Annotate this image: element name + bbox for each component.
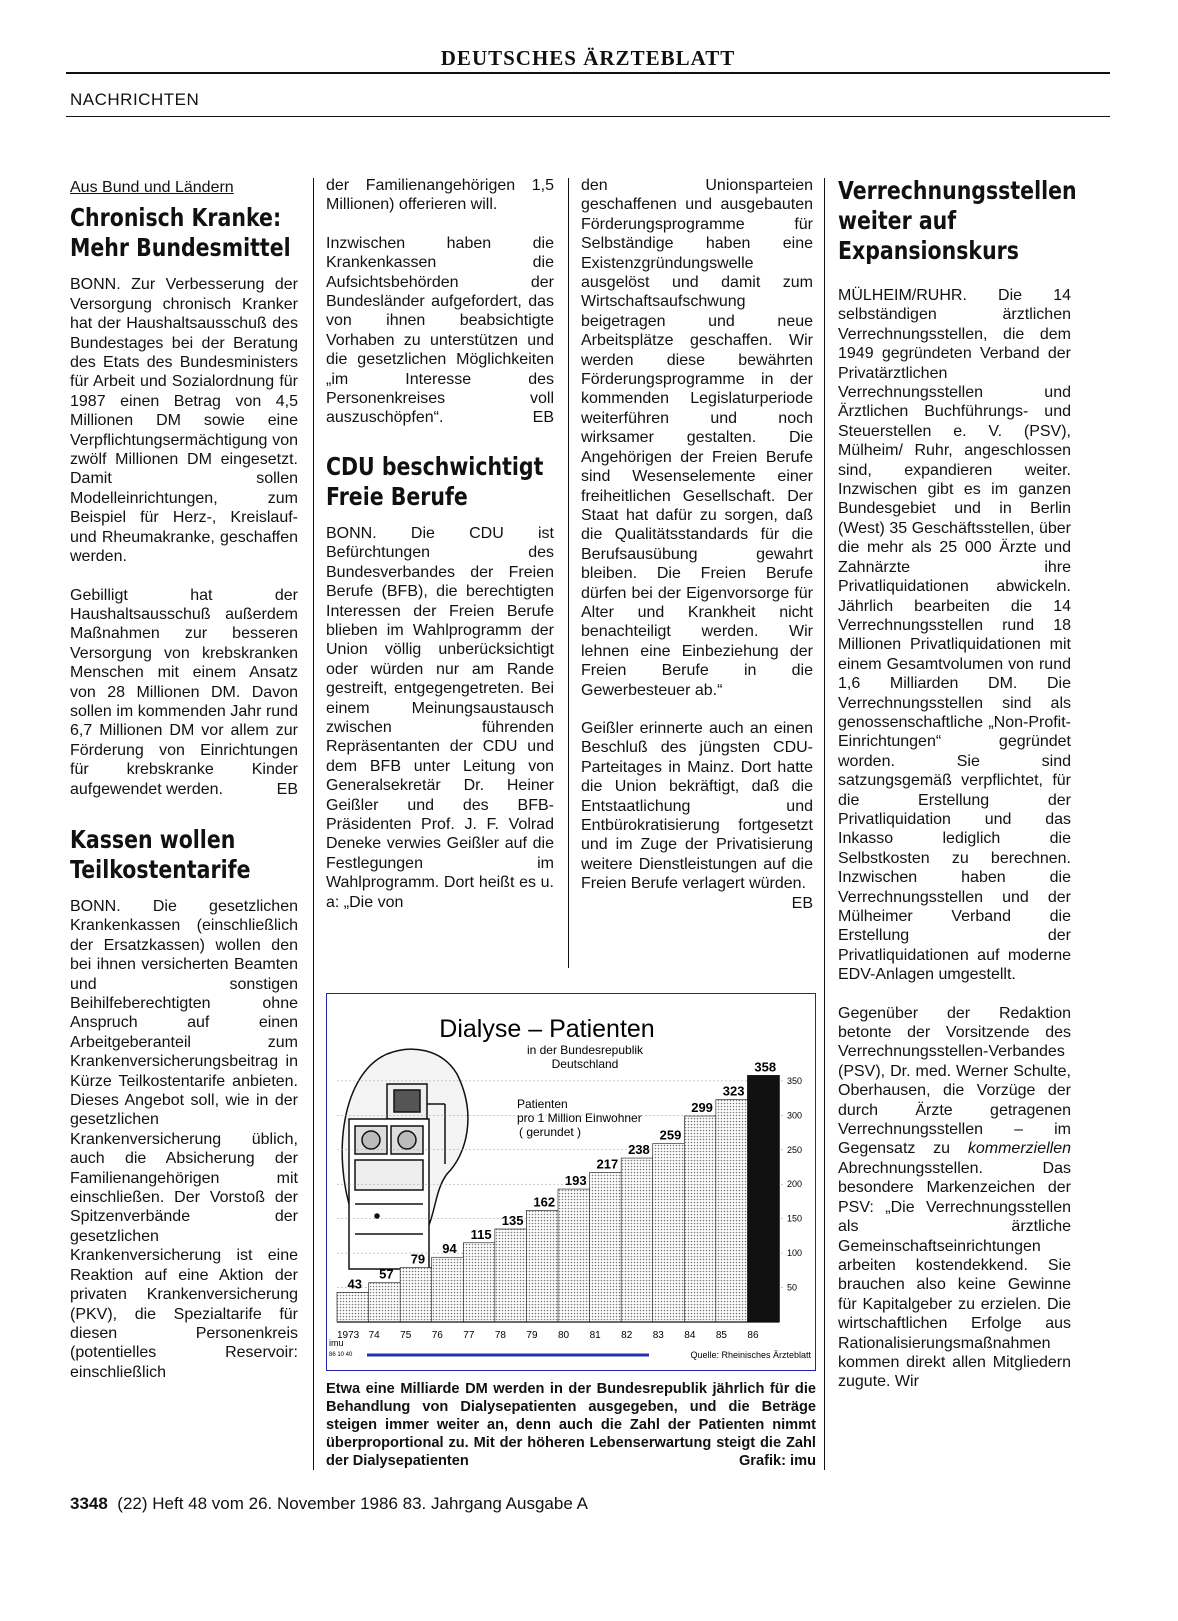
bar-84 xyxy=(684,1116,716,1322)
y-axis xyxy=(787,1076,802,1293)
chart-legend: ( gerundet ) xyxy=(519,1125,582,1139)
column-1 xyxy=(70,178,298,1401)
value-label-84: 299 xyxy=(691,1100,713,1116)
paragraph: Gebilligt hat der Haushaltsausschuß außerdem Maßnahmen zur besseren Versorgung von krebskranken Menschen mit einem Ansatz von 28 Millionen DM. Davon sollen im kommenden Jahr rund 6,7 Millionen DM vor allem zur Förderung von Einrichtungen für krebskranke Kinder aufgewendet werden. EB xyxy=(70,586,298,798)
x-tick-86: 86 xyxy=(747,1330,759,1341)
bar-77 xyxy=(463,1243,495,1322)
section-rule xyxy=(66,116,1110,117)
bar-82 xyxy=(621,1158,653,1322)
value-label-82: 238 xyxy=(628,1142,650,1158)
x-tick-84: 84 xyxy=(684,1330,696,1341)
column-4 xyxy=(838,176,1077,1411)
value-label-74: 57 xyxy=(379,1266,394,1282)
chart-title: Dialyse – Patienten xyxy=(439,1015,655,1043)
chart-legend: Patienten xyxy=(517,1097,568,1111)
y-tick-150: 150 xyxy=(787,1213,803,1224)
paragraph: BONN. Die gesetzlichen Krankenkassen (einschließlich der Ersatzkassen) wollen den bei ihnen versicherten Beamten und sonstigen Beihilfeberechtigten ohne Anspruch auf einen Arbeitgeberanteil zum Krankenversicherungsbeitrag in Kürze Teilkostentarife anbieten. Dieses Angebot soll, wie in der gesetzlichen Krankenversicherung üblich, auch die Absicherung der Familienangehörigen mit einschließen. Der Vorstoß der Spitzenverbände der gesetzlichen Krankenversicherung ist eine Reaktion auf eine Aktion der privaten Krankenversicherung (PKV), die Spezialtarife für diesen Personenkreis (potentielles Reservoir: einschließlich xyxy=(70,897,298,1381)
chart-subtitle: in der Bundesrepublik xyxy=(526,1043,644,1057)
paragraph: der Familienangehörigen 1,5 Millionen) offerieren will. xyxy=(326,177,554,214)
masthead-rule xyxy=(66,72,1110,74)
headline-chronisch-kranke: Chronisch Kranke: Mehr Bundesmittel xyxy=(70,203,291,263)
paragraph: BONN. Zur Verbesserung der Versorgung chronisch Kranker hat der Haushaltsausschuß des Bundestages bei der Beratung des Etats des Bundesministers für Arbeit und Sozialordnung für 1987 einen Betrag von 4,5 Millionen DM sowie eine Verpflichtungsermächtigung von zwölf Millionen DM eingesetzt. Damit sollen Modelleinrichtungen, zum Beispiel für Herz-, Kreislauf- und Rheumakranke, geschaffen werden. xyxy=(70,276,298,566)
caption-credit: Grafik: imu xyxy=(738,1453,816,1469)
bar-86 xyxy=(747,1075,779,1322)
x-tick-75: 75 xyxy=(400,1330,412,1341)
y-tick-350: 350 xyxy=(787,1075,803,1086)
headline-cdu: CDU beschwichtigt Freie Berufe xyxy=(326,451,544,511)
page-footer xyxy=(70,1494,588,1514)
chart-source: Quelle: Rheinisches Ärzteblatt xyxy=(690,1350,811,1360)
column-divider xyxy=(568,178,569,968)
chart-signature: 86 10 40 xyxy=(329,1352,353,1358)
bar-81 xyxy=(590,1173,622,1322)
bar-78 xyxy=(495,1229,527,1322)
column-divider xyxy=(313,178,314,1470)
value-label-85: 323 xyxy=(722,1083,745,1099)
x-tick-78: 78 xyxy=(494,1330,506,1341)
x-tick-74: 74 xyxy=(368,1330,380,1341)
bar-80 xyxy=(558,1189,590,1322)
x-tick-82: 82 xyxy=(621,1330,633,1341)
bar-76 xyxy=(432,1257,464,1322)
x-tick-77: 77 xyxy=(463,1330,475,1341)
dialysis-machine-illustration xyxy=(342,1049,468,1269)
bar-1973 xyxy=(337,1292,369,1322)
y-tick-300: 300 xyxy=(787,1110,803,1121)
value-label-83: 259 xyxy=(659,1127,682,1143)
y-tick-200: 200 xyxy=(787,1179,803,1190)
value-label-81: 217 xyxy=(596,1156,619,1172)
y-tick-50: 50 xyxy=(787,1282,798,1293)
signature: EB xyxy=(791,894,813,912)
x-tick-1973: 1973 xyxy=(337,1330,360,1341)
x-tick-81: 81 xyxy=(589,1330,601,1341)
value-label-1973: 43 xyxy=(347,1276,363,1292)
paragraph: BONN. Die CDU ist Befürchtungen des Bundesverbandes der Freien Berufe (BFB), die berechtigten Interessen der Freien Berufe blieben im Wahlprogramm der Union völlig unberücksichtigt oder würden nur am Rande gestreift, entgegengetreten. Bei einem Meinungsaustausch zwischen führenden Repräsentanten der CDU und dem BFB unter Leitung von Generalsekretär Dr. Heiner Geißler und des BFB-Präsidenten Prof. J. F. Volrad Deneke verwies Geißler auf die Festlegungen im Wahlprogramm. Dort heißt es u. a: „Die von xyxy=(326,524,554,911)
value-label-78: 135 xyxy=(501,1213,524,1228)
value-label-75: 79 xyxy=(410,1251,426,1267)
y-tick-250: 250 xyxy=(787,1144,803,1155)
value-label-79: 162 xyxy=(533,1194,556,1210)
headline-verrechnungsstellen: Verrechnungsstellen weiter auf Expansionskurs xyxy=(838,176,1077,265)
headline-kassen-wollen: Kassen wollen Teilkostentarife xyxy=(70,824,251,884)
column-divider xyxy=(824,178,825,1470)
dialysis-chart xyxy=(326,993,816,1371)
column-3 xyxy=(581,176,813,913)
section-label: NACHRICHTEN xyxy=(70,90,200,109)
x-tick-80: 80 xyxy=(558,1330,570,1341)
chart-caption: Etwa eine Milliarde DM werden in der Bundesrepublik jährlich für die Behandlung von Dialysepatienten ausgegeben, und die Beträge steigen immer weiter an, denn auch die Zahl der Patienten nimmt überproportional zu. Mit der höheren Lebenserwartung steigt die Zahl der Dialysepatienten Grafik: imu xyxy=(326,1381,816,1469)
paragraph: MÜLHEIM/RUHR. Die 14 selbständigen ärztlichen Verrechnungsstellen, die dem 1949 gegründeten Verband der Privatärztlichen Verrechnungsstellen und Ärztlichen Buchführungs- und Steuerstellen e. V. (PSV), Mülheim/ Ruhr, angeschlossen sind, expandieren weiter. Inzwischen gibt es im ganzen Bundesgebiet und in Berlin (West) 35 Geschäftsstellen, über die mehr als 25 000 Ärzte und Zahnärzte ihre Privatliquidationen abwickeln. Jährlich bearbeiten die 14 Verrechnungsstellen rund 18 Millionen Privatliquidationen mit einem Gesamtvolumen von rund 1,6 Milliarden DM. Die Verrechnungsstellen sind als genossenschaftliche „Non-Profit-Einrichtungen“ gegründet worden. Sie sind satzungsgemäß verpflichtet, für die Erstellung der Privatliquidation und das Inkasso lediglich die Selbstkosten zu berechnen. Inzwischen haben die Verrechnungsstellen und der Mülheimer Verband die Erstellung der Privatliquidationen auf moderne EDV-Anlagen umgestellt. xyxy=(838,287,1071,984)
issue-info: (22) Heft 48 vom 26. November 1986 83. Jahrgang Ausgabe A xyxy=(117,1494,588,1513)
signature: EB xyxy=(532,409,554,427)
bar-75 xyxy=(400,1268,432,1322)
y-tick-100: 100 xyxy=(787,1248,803,1259)
paragraph: Geißler erinnerte auch an einen Beschluß des jüngsten CDU-Parteitages in Mainz. Dort hatte die Union bekräftigt, daß die Entstaatlichung und Entbürokratisierung fortgesetzt und im Zuge der Privatisierung weitere Dienstleistungen auf die Freien Berufe verlagert würden. EB xyxy=(581,719,813,912)
value-label-80: 193 xyxy=(564,1173,587,1189)
bar-79 xyxy=(526,1210,558,1322)
page-number: 3348 xyxy=(70,1494,108,1513)
value-label-77: 115 xyxy=(470,1226,492,1242)
masthead: DEUTSCHES ÄRZTEBLATT xyxy=(440,46,736,70)
kicker: Aus Bund und Ländern xyxy=(70,179,234,196)
value-label-86: 358 xyxy=(754,1059,777,1075)
value-label-76: 94 xyxy=(442,1241,457,1257)
x-tick-85: 85 xyxy=(715,1330,727,1341)
bar-85 xyxy=(716,1099,748,1322)
paragraph: den Unionsparteien geschaffenen und ausgebauten Förderungsprogramme für Selbständige haben eine Existenzgründungswelle ausgelöst und damit zum Wirtschaftsaufschwung beigetragen und neue Arbeitsplätze geschaffen. Wir werden diese bewährten Förderungsprogramme in der kommenden Legislaturperiode weiterführen und noch wirksamer gestalten. Die Angehörigen der Freien Berufe sind Wesenselemente einer freiheitlichen Gesellschaft. Der Staat hat dafür zu sorgen, daß die Qualitätsstandards für die Berufsausübung gewahrt bleiben. Die Freien Berufe dürfen bei der Eigenvorsorge für Alter und Krankheit nicht benachteiligt werden. Wir lehnen eine Einbeziehung der Freien Berufe in die Gewerbesteuer ab.“ xyxy=(581,177,813,699)
paragraph: Gegenüber der Redaktion betonte der Vorsitzende des Verrechnungsstellen-Verbandes (PSV), Dr. med. Werner Schulte, Oberhausen, die Vorzüge der durch Ärzte getragenen Verrechnungsstellen – im Gegensatz zu kommerziellen Abrechnungsstellen. Das besondere Markenzeichen der PSV: „Die Verrechnungsstellen als ärztliche Gemeinschaftseinrichtungen arbeiten kostendekkend. Sie brauchen also keine Gewinne für Kapitalgeber zu erzielen. Die wirtschaftlichen Erfolge aus Rationalisierungsmaßnahmen kommen direkt allen Mitgliedern zugute. Wir xyxy=(838,1004,1071,1391)
chart-signature: imu xyxy=(329,1338,344,1348)
x-axis xyxy=(337,1322,779,1341)
chart-subtitle: Deutschland xyxy=(551,1057,619,1071)
x-tick-76: 76 xyxy=(431,1330,443,1341)
chart-legend: pro 1 Million Einwohner xyxy=(517,1111,642,1125)
x-tick-83: 83 xyxy=(652,1330,664,1341)
chart-svg xyxy=(327,994,815,1370)
x-tick-79: 79 xyxy=(526,1330,538,1341)
bar-83 xyxy=(653,1144,685,1322)
signature: EB xyxy=(276,780,298,798)
column-2 xyxy=(326,176,554,931)
paragraph: Inzwischen haben die Krankenkassen die Aufsichtsbehörden der Bundesländer aufgefordert, das von ihnen beabsichtigte Vorhaben zu unterstützen und die gesetzlichen Möglichkeiten „im Interesse des Personenkreises voll auszuschöpfen“. EB xyxy=(326,234,554,427)
bar-74 xyxy=(369,1283,401,1322)
